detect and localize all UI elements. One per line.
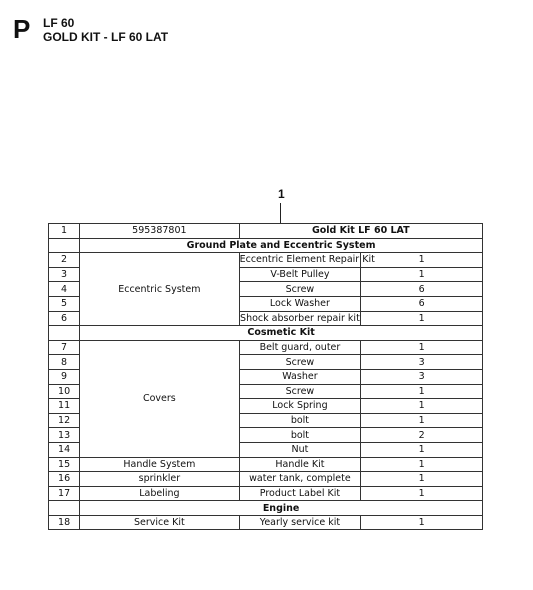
- item-quantity: 3: [361, 369, 483, 384]
- item-description: bolt: [239, 428, 361, 443]
- item-description: Screw: [239, 282, 361, 297]
- item-quantity: 1: [361, 311, 483, 326]
- part-number: 595387801: [80, 224, 239, 239]
- item-number: 13: [49, 428, 80, 443]
- item-quantity: 1: [361, 442, 483, 457]
- item-description: Washer: [239, 369, 361, 384]
- item-description: water tank, complete: [239, 472, 361, 487]
- item-number: 12: [49, 413, 80, 428]
- item-description: Shock absorber repair kit: [240, 312, 360, 324]
- group-header: Cosmetic Kit: [80, 326, 483, 341]
- group-header-row: [49, 238, 483, 253]
- item-quantity: 1: [361, 413, 483, 428]
- table-row: [49, 253, 483, 268]
- item-quantity: 2: [361, 428, 483, 443]
- item-quantity: 1: [361, 384, 483, 399]
- subgroup-label: Covers: [80, 340, 239, 457]
- item-number: 3: [49, 267, 80, 282]
- item-number: 17: [49, 486, 80, 501]
- kit-title: Gold Kit LF 60 LAT: [239, 224, 482, 239]
- group-header: Engine: [80, 501, 483, 516]
- item-description: bolt: [239, 413, 361, 428]
- subgroup-label: sprinkler: [80, 472, 239, 487]
- item-number: 16: [49, 472, 80, 487]
- item-quantity: 1: [361, 486, 483, 501]
- item-quantity: 1: [361, 267, 483, 282]
- model-title: LF 60: [43, 16, 75, 30]
- subgroup-label: Service Kit: [80, 515, 239, 530]
- section-letter: P: [13, 14, 31, 44]
- item-number: 15: [49, 457, 80, 472]
- callout-leader-line: [280, 203, 281, 224]
- item-number: 8: [49, 355, 80, 370]
- item-quantity: 3: [361, 355, 483, 370]
- item-number: 18: [49, 515, 80, 530]
- group-header: Ground Plate and Eccentric System: [80, 238, 483, 253]
- item-description: Handle Kit: [239, 457, 361, 472]
- group-header-row: [49, 326, 483, 341]
- item-number: 10: [49, 384, 80, 399]
- item-number: 4: [49, 282, 80, 297]
- item-quantity: 1: [361, 253, 483, 268]
- item-number: 11: [49, 399, 80, 414]
- item-description: Screw: [239, 355, 361, 370]
- item-number: 6: [49, 311, 80, 326]
- item-quantity: 6: [361, 296, 483, 311]
- item-number: 1: [49, 224, 80, 239]
- item-description: Lock Washer: [239, 296, 361, 311]
- item-quantity: 1: [361, 457, 483, 472]
- item-number: 14: [49, 442, 80, 457]
- item-description: Screw: [239, 384, 361, 399]
- item-description: Eccentric Element Repair Kit: [239, 254, 375, 266]
- item-description: Lock Spring: [239, 399, 361, 414]
- subgroup-label: Labeling: [80, 486, 239, 501]
- item-quantity: 1: [361, 515, 483, 530]
- item-quantity: 6: [361, 282, 483, 297]
- subgroup-label: Eccentric System: [80, 253, 239, 326]
- item-description: V-Belt Pulley: [239, 267, 361, 282]
- callout-number: 1: [278, 187, 285, 201]
- item-quantity: 1: [361, 340, 483, 355]
- item-number: 7: [49, 340, 80, 355]
- table-row: [49, 457, 483, 472]
- parts-table: [48, 223, 483, 530]
- item-quantity: 1: [361, 472, 483, 487]
- item-number: 9: [49, 369, 80, 384]
- item-description: Yearly service kit: [239, 515, 361, 530]
- table-row: [49, 340, 483, 355]
- item-description: Nut: [239, 442, 361, 457]
- group-header-row: [49, 501, 483, 516]
- item-number: 2: [49, 253, 80, 268]
- item-quantity: 1: [361, 399, 483, 414]
- item-description: Belt guard, outer: [239, 340, 361, 355]
- subgroup-label: Handle System: [80, 457, 239, 472]
- item-description: Product Label Kit: [239, 486, 361, 501]
- table-row: [49, 486, 483, 501]
- page-subtitle: GOLD KIT - LF 60 LAT: [43, 30, 169, 44]
- table-row: [49, 515, 483, 530]
- item-number: 5: [49, 296, 80, 311]
- table-row: [49, 224, 483, 239]
- table-row: [49, 472, 483, 487]
